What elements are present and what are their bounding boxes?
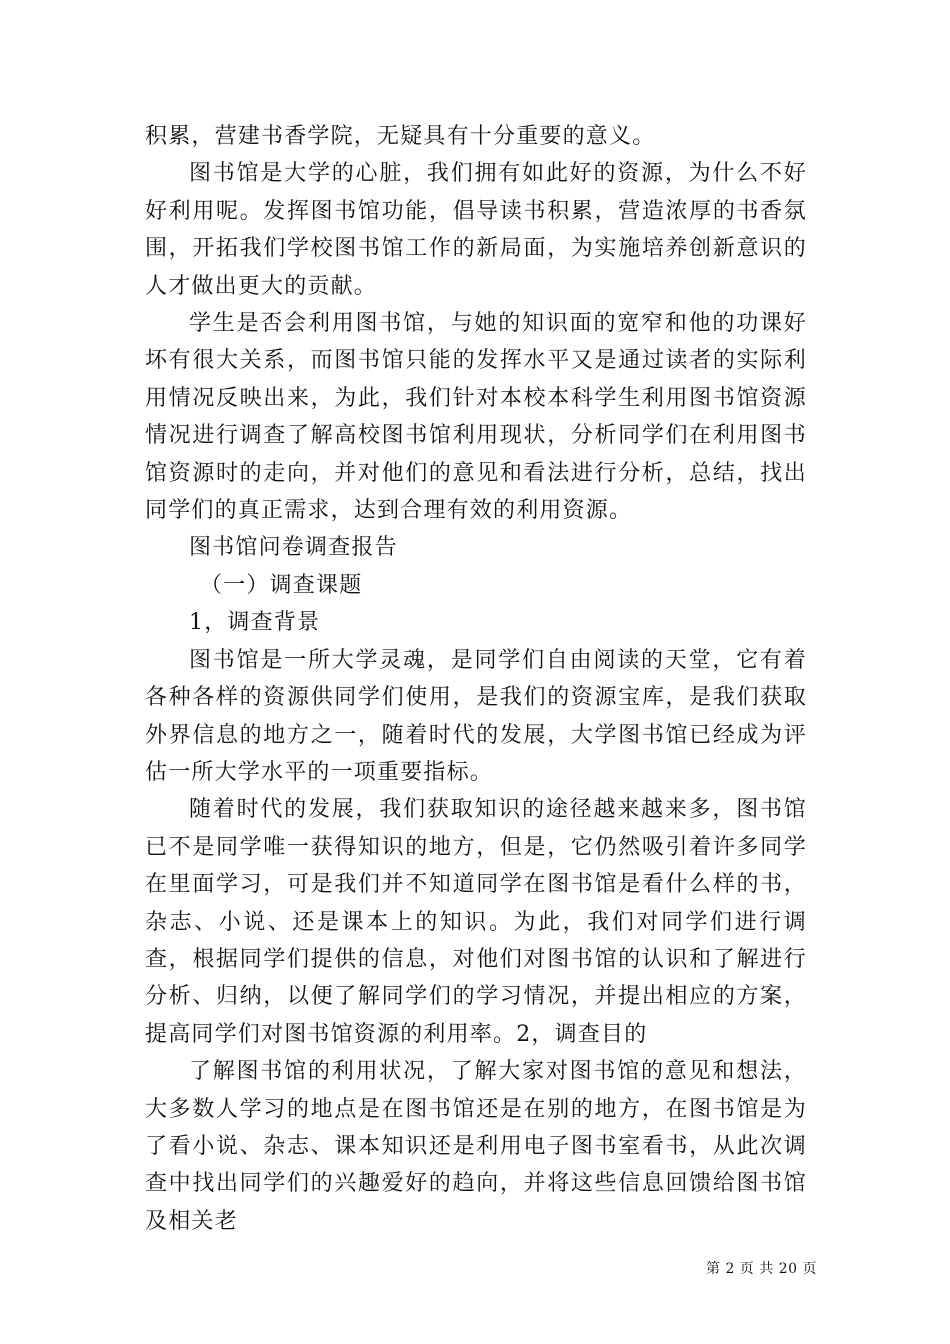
- paragraph-library-heart: 图书馆是大学的心脏，我们拥有如此好的资源，为什么不好好利用呢。发挥图书馆功能，倡导读书积累，营造浓厚的书香氛围，开拓我们学校图书馆工作的新局面，为实施培养创新意识的人才做出更大的贡献。: [145, 161, 807, 299]
- section-heading-survey-topic: （一）调查课题: [200, 572, 363, 598]
- paragraph-background-2: 随着时代的发展，我们获取知识的途径越来越来多，图书馆已不是同学唯一获得知识的地方，但是，它仍然吸引着许多同学在里面学习，可是我们并不知道同学在图书馆是看什么样的书，杂志、小说、还是课本上的知识。为此，我们对同学们进行调查，根据同学们提供的信息，对他们对图书馆的认识和了解进行分析、归纳，以便了解同学们的学习情况，并提出相应的方案，提高同学们对图书馆资源的利用率。2，调查目的: [145, 797, 807, 1047]
- paragraph-student-usage: 学生是否会利用图书馆，与她的知识面的宽窄和他的功课好坏有很大关系，而图书馆只能的发挥水平又是通过读者的实际利用情况反映出来，为此，我们针对本校本科学生利用图书馆资源情况进行调查了解高校图书馆利用现状，分析同学们在利用图书馆资源时的走向，并对他们的意见和看法进行分析，总结，找出同学们的真正需求，达到合理有效的利用资源。: [145, 311, 807, 524]
- report-title: 图书馆问卷调查报告: [189, 535, 398, 561]
- paragraph-continuation: 积累，营建书香学院，无疑具有十分重要的意义。: [145, 124, 656, 149]
- document-body: [145, 118, 807, 1240]
- paragraph-background-1: 图书馆是一所大学灵魂，是同学们自由阅读的天堂，它有着各种各样的资源供同学们使用，是我们的资源宝库，是我们获取外界信息的地方之一，随着时代的发展，大学图书馆已经成为评估一所大学水平的一项重要指标。: [145, 647, 807, 785]
- subsection-heading-background: 1，调查背景: [189, 610, 321, 636]
- page-number-footer: 第 2 页 共 20 页: [706, 1261, 817, 1277]
- paragraph-survey-purpose: 了解图书馆的利用状况，了解大家对图书馆的意见和想法，大多数人学习的地点是在图书馆还是在别的地方，在图书馆是为了看小说、杂志、课本知识还是利用电子图书室看书，从此次调查中找出同学们的兴趣爱好的趋向，并将这些信息回馈给图书馆及相关老: [145, 1059, 807, 1234]
